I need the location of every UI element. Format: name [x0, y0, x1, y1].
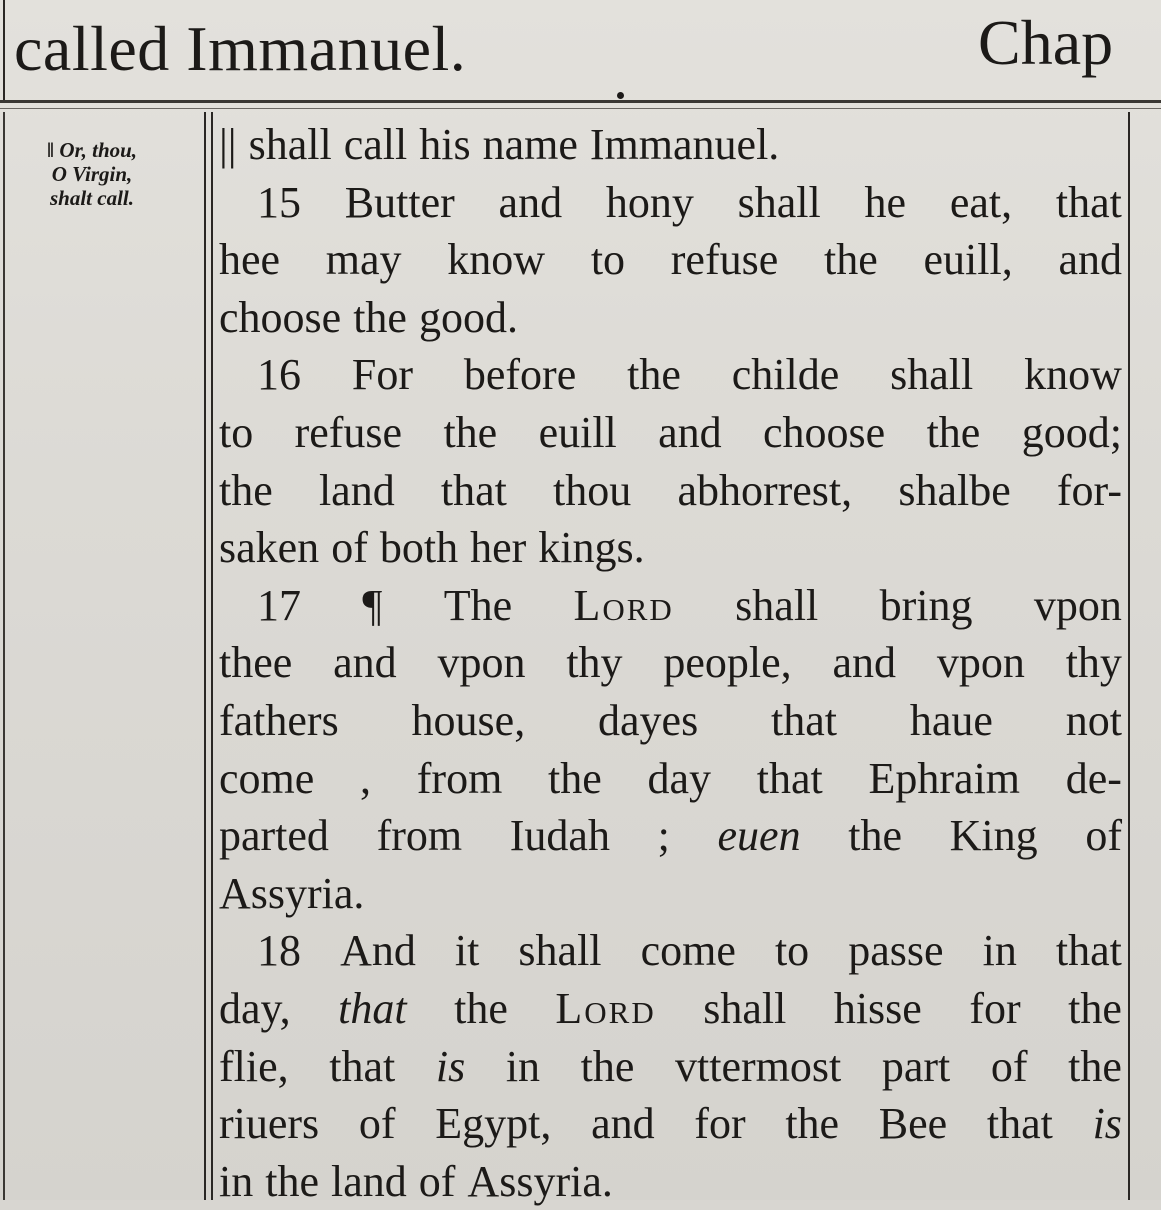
text-line [219, 404, 1122, 462]
word: in [505, 1041, 541, 1091]
word: land [331, 1156, 407, 1206]
word: and [1058, 235, 1122, 285]
word: Iudah [509, 811, 610, 861]
word: vpon [936, 638, 1025, 688]
italic-word: euen [717, 811, 801, 861]
word: it [454, 926, 480, 976]
word: and [591, 1099, 655, 1149]
word: bring [879, 580, 973, 630]
word: For [351, 350, 413, 400]
text-line [219, 922, 1122, 980]
word: riuers [219, 1099, 320, 1149]
chapter-label: Chap [978, 7, 1114, 78]
word: fathers [219, 695, 339, 745]
word: kings. [538, 523, 645, 573]
word: good. [418, 292, 518, 342]
word: vttermost [675, 1041, 842, 1091]
word: Assyria. [467, 1156, 613, 1206]
small-caps-word: Lord [573, 580, 674, 630]
text-line [219, 692, 1122, 750]
word: eat, [949, 177, 1013, 227]
word: Ephraim [868, 753, 1021, 803]
word: of [358, 1099, 396, 1149]
word: call [343, 120, 408, 169]
italic-word: is [435, 1041, 466, 1091]
word: de- [1065, 753, 1122, 803]
word: Egypt, [435, 1099, 552, 1149]
text-line [219, 116, 1122, 174]
word: that [756, 753, 823, 803]
italic-word: is [1092, 1099, 1122, 1149]
word: Bee [878, 1099, 948, 1149]
word: childe [731, 350, 840, 400]
word: the [1068, 983, 1122, 1033]
text-line [219, 174, 1122, 232]
word: thou [553, 465, 632, 515]
text-line [219, 750, 1122, 808]
column-rule-left-inner [211, 112, 213, 1200]
margin-note-line: ‖ Or, thou, [46, 138, 138, 162]
word: his [419, 120, 471, 169]
word: may [325, 235, 402, 285]
text-line [219, 231, 1122, 289]
word: good; [1021, 407, 1122, 457]
text-line [219, 1095, 1122, 1153]
word: of [1085, 811, 1122, 861]
running-head: called Immanuel. [14, 13, 467, 84]
word: flie, [219, 1041, 289, 1091]
word: before [463, 350, 577, 400]
word: know [447, 235, 546, 285]
word: in [982, 926, 1017, 976]
word: euill, [923, 235, 1013, 285]
word: saken [219, 523, 320, 573]
header-rule [0, 100, 1161, 103]
text-line [219, 462, 1122, 520]
word: dayes [598, 695, 699, 745]
text-line [219, 289, 1122, 347]
header-left-border [3, 0, 5, 100]
word: Butter [344, 177, 455, 227]
margin-note-line: shalt call. [49, 186, 134, 210]
word: name [482, 120, 578, 169]
word: vpon [1033, 580, 1122, 630]
word: the [548, 753, 602, 803]
word: the [443, 407, 498, 457]
text-line [219, 346, 1122, 404]
word: the [1068, 1041, 1122, 1091]
page-header [0, 0, 1161, 100]
word: of [990, 1041, 1028, 1091]
word: the [265, 1156, 319, 1206]
word: that [440, 465, 507, 515]
column-rule-right [1128, 112, 1130, 1200]
word: and [832, 638, 897, 688]
header-rule-thin [0, 108, 1161, 109]
word: 17 [257, 580, 301, 630]
word: shall [735, 580, 819, 630]
text-line [219, 634, 1122, 692]
word: King [949, 811, 1038, 861]
word: he [864, 177, 907, 227]
word: not [1065, 695, 1122, 745]
word: the [926, 407, 981, 457]
word: both [379, 523, 459, 573]
word: hisse [833, 983, 922, 1033]
word: hee [219, 235, 281, 285]
text-line [219, 807, 1122, 865]
word: shall [248, 120, 332, 169]
small-caps-word: Lord [555, 983, 656, 1033]
word: shalbe [898, 465, 1011, 515]
word: refuse [670, 235, 779, 285]
word: haue [909, 695, 993, 745]
word: The [443, 580, 513, 630]
italic-word: that [338, 983, 407, 1033]
word: abhorrest, [677, 465, 853, 515]
word: that [986, 1099, 1053, 1149]
word: shall [737, 177, 821, 227]
word: day, [219, 983, 291, 1033]
word: euill [538, 407, 617, 457]
word: the [580, 1041, 635, 1091]
word: the [219, 465, 273, 515]
word: to [219, 407, 254, 457]
word: choose [763, 407, 886, 457]
word: and [333, 638, 397, 688]
word: that [1055, 177, 1122, 227]
word: people, [663, 638, 792, 688]
word: that [329, 1041, 396, 1091]
word: Assyria. [219, 868, 365, 918]
column-rule-left-outer [204, 112, 206, 1200]
word: for [694, 1099, 746, 1149]
word: 16 [257, 350, 301, 400]
text-line [219, 865, 1122, 923]
word: house, [411, 695, 526, 745]
word: passe [848, 926, 944, 976]
rule-dot [617, 92, 624, 99]
word: the [785, 1099, 840, 1149]
word: and [658, 407, 722, 457]
word: for [969, 983, 1021, 1033]
word: 15 [257, 177, 301, 227]
word: the [454, 983, 508, 1033]
text-line [219, 519, 1122, 577]
word: for- [1056, 465, 1122, 515]
text-line [219, 980, 1122, 1038]
word: || [219, 120, 237, 169]
word: ¶ [362, 580, 383, 630]
word: her [470, 523, 527, 573]
word: the [848, 811, 902, 861]
word: the [627, 350, 681, 400]
word: ; [657, 811, 670, 861]
word: refuse [294, 407, 403, 457]
word: land [318, 465, 395, 515]
word: hony [605, 177, 694, 227]
margin-note-line: O Virgin, [51, 162, 133, 186]
word: from [376, 811, 463, 861]
word: the [353, 292, 407, 342]
word: day [647, 753, 712, 803]
word: from [416, 753, 503, 803]
text-line [219, 1153, 1122, 1210]
word: know [1024, 350, 1122, 400]
word: of [331, 523, 368, 573]
word: And [340, 926, 416, 976]
margin-note [8, 138, 176, 210]
word: and [498, 177, 563, 227]
word: vpon [437, 638, 526, 688]
scripture-text-column [219, 116, 1122, 1210]
word: come [640, 926, 736, 976]
word: to [590, 235, 626, 285]
word: , [360, 753, 372, 803]
word: thy [566, 638, 623, 688]
word: of [418, 1156, 456, 1206]
word: in [219, 1156, 254, 1206]
word: thy [1065, 638, 1122, 688]
word: 18 [257, 926, 301, 976]
margin-column [0, 112, 200, 1200]
word: shall [518, 926, 602, 976]
word: that [1055, 926, 1122, 976]
word: the [824, 235, 878, 285]
word: choose [219, 292, 342, 342]
word: Immanuel. [589, 120, 780, 169]
word: shall [703, 983, 787, 1033]
word: thee [219, 638, 293, 688]
text-line [219, 577, 1122, 635]
word: come [219, 753, 315, 803]
word: parted [219, 811, 329, 861]
text-line [219, 1038, 1122, 1096]
word: shall [890, 350, 974, 400]
word: part [881, 1041, 951, 1091]
word: that [771, 695, 838, 745]
word: to [774, 926, 810, 976]
